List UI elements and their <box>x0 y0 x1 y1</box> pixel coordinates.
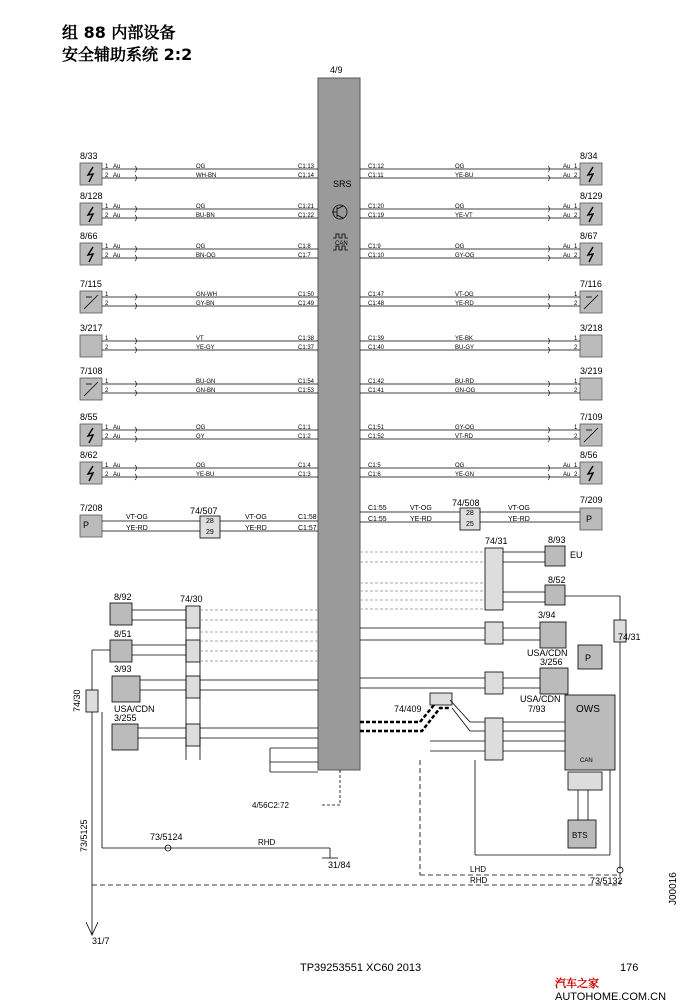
wire-color: VT <box>196 336 204 342</box>
connector-pin: C1:48 <box>368 301 385 307</box>
wire-color: VT-RD <box>455 434 473 440</box>
ref-7-93: 7/93 <box>528 704 546 714</box>
pin-number: 1 <box>105 336 109 342</box>
pin-type: Au <box>563 472 571 478</box>
connector-pin: C1:39 <box>368 336 385 342</box>
pin-number: 2 <box>574 388 578 394</box>
conn-label: C1:55 <box>368 516 387 523</box>
ref-3-94: 3/94 <box>538 610 556 620</box>
pin-label: 28 <box>206 518 214 525</box>
module-bus: CAN <box>335 241 348 247</box>
pin-type: Au <box>113 463 121 469</box>
ref-8-92: 8/92 <box>114 592 132 602</box>
wire-label: VT-OG <box>410 505 432 512</box>
wire-color: OG <box>196 204 206 210</box>
conn-label: C1:55 <box>368 505 387 512</box>
connector-74-30 <box>186 606 200 628</box>
document-number: TP39253551 XC60 2013 <box>300 962 422 974</box>
pin-number: 1 <box>105 463 109 469</box>
connector-pin: C1:14 <box>298 173 315 179</box>
component-8-33 <box>80 151 318 185</box>
pin-number: 2 <box>105 213 109 219</box>
wire-color: WH-BN <box>196 173 217 179</box>
pin-number: 2 <box>574 434 578 440</box>
connector-pin: C1:21 <box>298 204 315 210</box>
wire-color: BU-GY <box>455 345 475 351</box>
ref-74-30: 74/30 <box>180 594 203 604</box>
pin-number: 2 <box>105 388 109 394</box>
component-ref: 7/115 <box>80 279 102 289</box>
pin-number: 1 <box>574 379 578 385</box>
component-8-67 <box>360 231 602 265</box>
component-8-34 <box>360 151 602 185</box>
wire-color: GN-BN <box>196 388 216 394</box>
component-ref: 3/217 <box>80 323 103 333</box>
pin-type: Au <box>113 472 121 478</box>
component-8-62 <box>80 450 318 484</box>
wire-label: YE-RD <box>508 516 530 523</box>
component-3-217 <box>80 323 318 357</box>
pin-number: 2 <box>574 213 578 219</box>
pin-number: 1 <box>105 425 109 431</box>
pin-number: 1 <box>574 204 578 210</box>
wire-color: OG <box>455 204 465 210</box>
pin-number: 1 <box>574 336 578 342</box>
pin-number: 1 <box>105 292 109 298</box>
ref-7-209: 7/209 <box>580 495 603 505</box>
wire-color: YE-BU <box>196 472 215 478</box>
ows-label: OWS <box>576 704 600 715</box>
rhd-label: RHD <box>470 876 488 885</box>
component-ref: 8/67 <box>580 231 598 241</box>
ground-31-84: 31/84 <box>328 860 351 870</box>
connector-pin: C1:5 <box>368 463 381 469</box>
ref-74-507: 74/507 <box>190 506 218 516</box>
bts-label: BTS <box>572 831 588 840</box>
ground-73-5132: 73/5132 <box>590 876 623 886</box>
watermark-logo <box>555 975 700 1003</box>
component-3-218 <box>360 323 603 357</box>
ref-eu: EU <box>570 550 583 560</box>
wire-color: YE-BK <box>455 336 474 342</box>
connector-pin: C1:41 <box>368 388 385 394</box>
module-name: SRS <box>333 179 352 189</box>
pin-type: Au <box>563 244 571 250</box>
component-7-108 <box>80 366 318 400</box>
connector-pin: C1:11 <box>368 173 384 179</box>
pin-type: Au <box>563 173 571 179</box>
connector-pin: C1:2 <box>298 434 311 440</box>
wire-color: BU-BN <box>196 213 215 219</box>
wire-label: YE-RD <box>245 525 267 532</box>
connector-pin: C1:20 <box>368 204 385 210</box>
auswitch-icon <box>580 335 602 357</box>
pin-number: 1 <box>574 244 578 250</box>
component-8-56 <box>360 450 602 484</box>
ref-3-255: 3/255 <box>114 713 137 723</box>
pin-type: Au <box>113 173 121 179</box>
svg-text:P: P <box>586 514 593 524</box>
pin-number: 2 <box>574 253 578 259</box>
ref-74-30-vertical: 74/30 <box>72 689 82 712</box>
usa-cdn-label: USA/CDN <box>520 694 561 704</box>
pin-type: Au <box>563 253 571 259</box>
wire-label: YE-RD <box>126 525 148 532</box>
wire-color: OG <box>196 244 206 250</box>
component-ref: 3/218 <box>580 323 603 333</box>
ground-31-7: 31/7 <box>92 936 110 946</box>
component-ref: 8/66 <box>80 231 98 241</box>
rhd-label: RHD <box>258 838 276 847</box>
component-8-55 <box>80 412 318 446</box>
page-number: 176 <box>620 962 639 974</box>
wire-color: YE-GN <box>455 472 475 478</box>
ref-8-52: 8/52 <box>548 575 566 585</box>
module-ref: 4/9 <box>330 65 343 75</box>
component-8-128 <box>80 191 318 225</box>
connector-pin: C1:52 <box>368 434 385 440</box>
wire-color: OG <box>196 425 206 431</box>
connector-pin: C1:13 <box>298 164 315 170</box>
component-7-116 <box>360 279 602 313</box>
svg-text:P: P <box>83 520 90 530</box>
wire-color: BU-GN <box>196 379 216 385</box>
auswitch-icon <box>80 335 102 357</box>
wire-color: VT-OG <box>455 292 474 298</box>
ref-74-31: 74/31 <box>485 536 508 546</box>
connector-pin: C1:50 <box>298 292 315 298</box>
wire-label: YE-RD <box>410 516 432 523</box>
pin-number: 2 <box>105 173 109 179</box>
pin-number: 2 <box>105 345 109 351</box>
pin-number: 1 <box>574 164 578 170</box>
wire-label: VT-OG <box>508 505 530 512</box>
pin-number: 1 <box>105 204 109 210</box>
pin-number: 1 <box>105 379 109 385</box>
connector-pin: C1:6 <box>368 472 381 478</box>
component-7-115 <box>80 279 318 313</box>
pin-type: Au <box>563 213 571 219</box>
ref-8-51: 8/51 <box>114 629 132 639</box>
connector-pin: C1:47 <box>368 292 385 298</box>
pin-number: 2 <box>105 434 109 440</box>
page-subtitle: 安全辅助系统 2:2 <box>62 45 193 64</box>
connector-pin: C1:1 <box>298 425 311 431</box>
component-8-66 <box>80 231 318 265</box>
usa-cdn-label: USA/CDN <box>114 704 155 714</box>
connector-pin: C1:9 <box>368 244 381 250</box>
ground-73-5125: 73/5125 <box>79 819 89 852</box>
connector-pin: C1:51 <box>368 425 385 431</box>
pin-type: Au <box>113 253 121 259</box>
pin-type: Au <box>113 425 121 431</box>
component-ref: 3/219 <box>580 366 603 376</box>
pin-number: 2 <box>574 472 578 478</box>
wire-color: YE-VT <box>455 213 473 219</box>
wire-color: OG <box>455 164 465 170</box>
ref-7-208: 7/208 <box>80 503 103 513</box>
wire-color: YE-GY <box>196 345 215 351</box>
lhd-label: LHD <box>470 865 487 874</box>
connector-pin: C1:7 <box>298 253 311 259</box>
connector-pin: C1:12 <box>368 164 385 170</box>
component-ref: 8/129 <box>580 191 603 201</box>
conn-label: C1:58 <box>298 514 317 521</box>
connector-pin: C1:40 <box>368 345 385 351</box>
wire-color: YE-BU <box>455 173 474 179</box>
connector-pin: C1:22 <box>298 213 315 219</box>
wire-color: OG <box>455 244 465 250</box>
auswitch-icon <box>580 378 602 400</box>
connector-pin: C1:37 <box>298 345 315 351</box>
pin-number: 2 <box>105 253 109 259</box>
ref-8-93: 8/93 <box>548 535 566 545</box>
component-ref: 7/109 <box>580 412 603 422</box>
component-ref: 8/62 <box>80 450 98 460</box>
wire-color: BN-OG <box>196 253 216 259</box>
connector-pin: C1:42 <box>368 379 385 385</box>
pin-type: Au <box>113 204 121 210</box>
component-3-219 <box>360 366 603 400</box>
pin-label: 28 <box>466 510 474 517</box>
pin-number: 1 <box>105 244 109 250</box>
wire-color: OG <box>196 463 206 469</box>
component-7-109 <box>360 412 603 446</box>
connector-pin: C1:19 <box>368 213 385 219</box>
pin-number: 2 <box>105 472 109 478</box>
ref-74-31-right: 74/31 <box>618 632 641 642</box>
component-ref: 7/108 <box>80 366 103 376</box>
ref-3-256: 3/256 <box>540 657 563 667</box>
pin-type: Au <box>113 244 121 250</box>
wire-color: OG <box>196 164 206 170</box>
pin-label: 25 <box>466 521 474 528</box>
wire-color: OG <box>455 463 465 469</box>
component-ref: 8/33 <box>80 151 98 161</box>
pin-type: Au <box>113 164 121 170</box>
pin-label: 29 <box>206 529 214 536</box>
ground-73-5124: 73/5124 <box>150 832 183 842</box>
logo-url: AUTOHOME.COM.CN <box>555 991 667 1003</box>
pin-number: 1 <box>574 463 578 469</box>
pin-number: 1 <box>574 292 578 298</box>
pin-type: Au <box>563 463 571 469</box>
component-ref: 8/55 <box>80 412 98 422</box>
ref-74-508: 74/508 <box>452 498 480 508</box>
connector-74-31 <box>485 548 503 610</box>
component-ref: 7/116 <box>580 279 602 289</box>
ref-74-409: 74/409 <box>394 704 422 714</box>
wire-label: VT-OG <box>245 514 267 521</box>
pin-type: Au <box>113 434 121 440</box>
logo-text: 汽车之家 <box>555 978 599 990</box>
connector-pin: C1:10 <box>368 253 385 259</box>
component-ref: 8/128 <box>80 191 103 201</box>
pin-number: 1 <box>105 164 109 170</box>
page-title: 组 88 内部设备 <box>62 23 176 42</box>
wire-label: VT-OG <box>126 514 148 521</box>
connector-4-56: 4/56C2:72 <box>252 801 289 810</box>
pin-number: 2 <box>574 173 578 179</box>
wire-color: YE-RD <box>455 301 474 307</box>
pin-number: 1 <box>574 425 578 431</box>
pin-number: 2 <box>105 301 109 307</box>
conn-label: C1:57 <box>298 525 317 532</box>
can-label: CAN <box>580 758 593 764</box>
wire-color: GN-WH <box>196 292 217 298</box>
connector-pin: C1:38 <box>298 336 315 342</box>
component-ref: 8/34 <box>580 151 598 161</box>
connector-pin: C1:3 <box>298 472 311 478</box>
component-8-129 <box>360 191 603 225</box>
connector-pin: C1:4 <box>298 463 311 469</box>
wire-color: GY-OG <box>455 425 475 431</box>
pin-number: 2 <box>574 301 578 307</box>
pin-type: Au <box>113 213 121 219</box>
wire-color: GN-OG <box>455 388 476 394</box>
svg-text:P: P <box>585 653 592 663</box>
connector-pin: C1:54 <box>298 379 315 385</box>
component-ref: 8/56 <box>580 450 598 460</box>
pin-number: 2 <box>574 345 578 351</box>
wire-color: GY-BN <box>196 301 215 307</box>
connector-pin: C1:49 <box>298 301 315 307</box>
wire-color: GY <box>196 434 205 440</box>
wire-color: BU-RD <box>455 379 474 385</box>
wire-color: GY-OG <box>455 253 475 259</box>
pin-type: Au <box>563 204 571 210</box>
drawing-code: J00016 <box>668 872 679 905</box>
usa-cdn-label: USA/CDN <box>527 648 568 658</box>
ref-3-93: 3/93 <box>114 664 132 674</box>
pin-type: Au <box>563 164 571 170</box>
connector-pin: C1:53 <box>298 388 315 394</box>
connector-pin: C1:8 <box>298 244 311 250</box>
